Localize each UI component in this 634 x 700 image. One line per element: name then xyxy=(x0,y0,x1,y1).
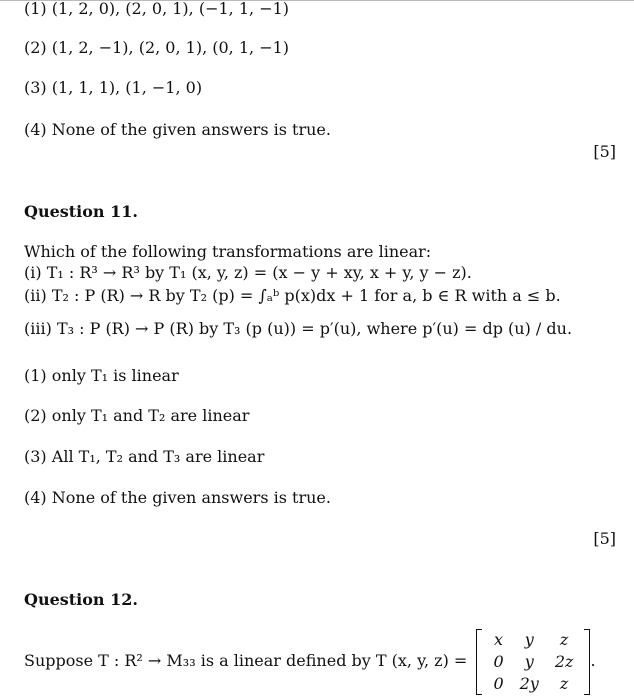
prev-option-1: (1) (1, 2, 0), (2, 0, 1), (−1, 1, −1) xyxy=(24,0,290,18)
matrix-cell: z xyxy=(559,673,569,693)
q11-option-3: (3) All T₁, T₂ and T₃ are linear xyxy=(24,447,265,466)
q11-marks: [5] xyxy=(593,529,616,548)
item-i-text: T₁ : R³ → R³ by T₁ (x, y, z) = (x − y + xy, x + y, y − z). xyxy=(46,263,472,282)
q11-option-4: (4) None of the given answers is true. xyxy=(24,488,331,507)
question-12-heading: Question 12. xyxy=(24,590,138,609)
question-11-intro: Which of the following transformations are linear: xyxy=(24,242,432,261)
matrix-cell: y xyxy=(524,629,534,649)
item-i-label: (i) xyxy=(24,263,42,282)
question-12-statement xyxy=(24,628,596,695)
item-iii xyxy=(24,320,572,338)
prev-option-3: (3) (1, 1, 1), (1, −1, 0) xyxy=(24,78,203,97)
transformation-matrix xyxy=(476,629,590,695)
item-iii-label: (iii) xyxy=(24,319,52,338)
item-ii-text: T₂ : P (R) → R by T₂ (p) = ∫ₐᵇ p(x)dx + 1 for a, b ∈ R with a ≤ b. xyxy=(51,286,561,305)
prev-option-2: (2) (1, 2, −1), (2, 0, 1), (0, 1, −1) xyxy=(24,38,290,57)
sentence-period: . xyxy=(590,651,596,670)
item-ii xyxy=(24,287,561,305)
prev-option-4: (4) None of the given answers is true. xyxy=(24,120,331,139)
prev-marks: [5] xyxy=(593,142,616,161)
matrix-cell: 2z xyxy=(554,651,574,671)
matrix-cell: 2y xyxy=(519,673,539,693)
matrix-cell: 0 xyxy=(493,651,504,671)
matrix-cell: 0 xyxy=(493,673,504,693)
question-11-heading: Question 11. xyxy=(24,202,138,221)
matrix-cell: x xyxy=(494,629,504,649)
item-i xyxy=(24,264,472,282)
question-12-intro: Suppose T : R² → M₃₃ is a linear defined by T (x, y, z) = xyxy=(24,651,468,670)
matrix-cell: z xyxy=(559,629,569,649)
q11-option-2: (2) only T₁ and T₂ are linear xyxy=(24,406,250,425)
item-iii-text: T₃ : P (R) → P (R) by T₃ (p (u)) = p′(u), where p′(u) = dp (u) / du. xyxy=(56,319,573,338)
q11-option-1: (1) only T₁ is linear xyxy=(24,366,179,385)
matrix-cell: y xyxy=(524,651,534,671)
item-ii-label: (ii) xyxy=(24,286,47,305)
